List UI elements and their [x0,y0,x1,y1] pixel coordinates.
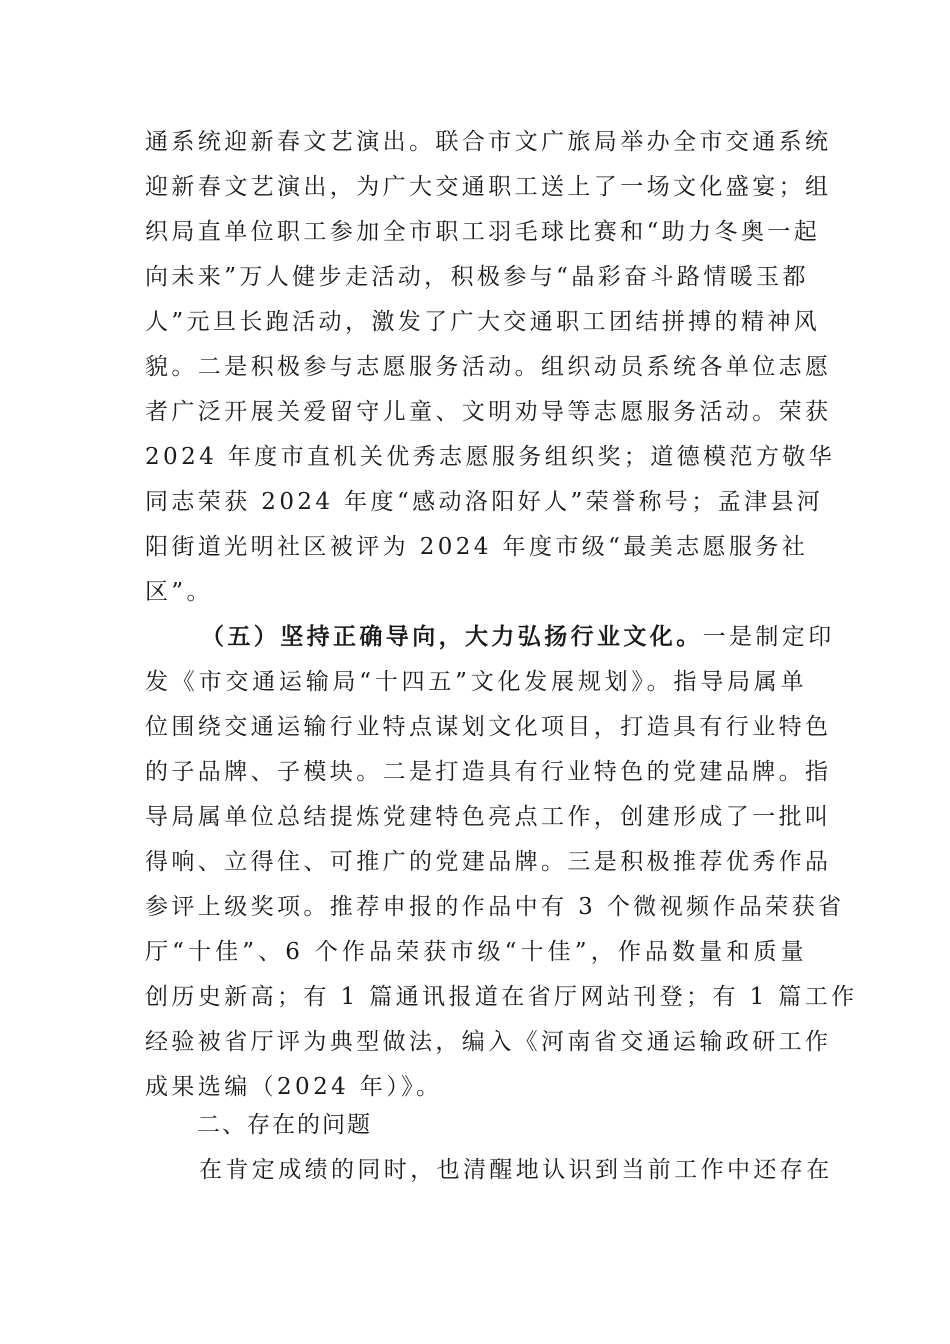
body-text-line: 位围绕交通运输行业特点谋划文化项目，打造具有行业特色 [145,714,832,740]
body-text-line: 创历史新高；有 1 篇通讯报道在省厅网站刊登；有 1 篇工作 [145,984,858,1010]
body-text-line: 成果选编（2024 年）》。 [145,1074,443,1100]
body-text-line: 经验被省厅评为典型做法，编入《河南省交通运输政研工作 [145,1029,832,1055]
body-text-line: 织局直单位职工参加全市职工羽毛球比赛和“助力冬奥一起 [145,219,821,245]
body-text-line: 厅“十佳”、6 个作品荣获市级“十佳”，作品数量和质量 [145,939,807,965]
body-text-line: 在肯定成绩的同时，也清醒地认识到当前工作中还存在 [199,1157,833,1183]
body-text-line: 2024 年度市直机关优秀志愿服务组织奖；道德模范方敬华 [145,444,836,470]
section-heading: 二、存在的问题 [197,1112,372,1138]
body-text-line: 阳街道光明社区被评为 2024 年度市级“最美志愿服务社 [145,534,809,560]
body-text-line: 发《市交通运输局“十四五”文化发展规划》。指导局属单 [145,669,807,695]
body-text-line: 人”元旦长跑活动，激发了广大交通职工团结拼搏的精神风 [145,309,821,335]
body-text-line: 得响、立得住、可推广的党建品牌。三是积极推荐优秀作品 [145,849,832,875]
body-text-fragment: 一是制定印 [702,624,835,650]
body-text-line: 向未来”万人健步走活动，积极参与“晶彩奋斗路情暖玉都 [145,264,809,290]
body-text-line: 通系统迎新春文艺演出。联合市文广旅局举办全市交通系统 [145,129,832,155]
paragraph-first-line [201,619,835,655]
subsection-heading: （五）坚持正确导向，大力弘扬行业文化。 [201,623,703,650]
body-text-line: 区”。 [145,579,213,605]
body-text-line: 者广泛开展关爱留守儿童、文明劝导等志愿服务活动。荣获 [145,399,832,425]
body-text-line: 貌。二是积极参与志愿服务活动。组织动员系统各单位志愿 [145,354,832,380]
body-text-line: 导局属单位总结提炼党建特色亮点工作，创建形成了一批叫 [145,804,832,830]
body-text-line: 参评上级奖项。推荐申报的作品中有 3 个微视频作品荣获省 [145,894,845,920]
body-text-line: 的子品牌、子模块。二是打造具有行业特色的党建品牌。指 [145,759,832,785]
body-text-line: 同志荣获 2024 年度“感动洛阳好人”荣誉称号；孟津县河 [145,489,824,515]
body-text-line: 迎新春文艺演出，为广大交通职工送上了一场文化盛宴；组 [145,174,832,200]
